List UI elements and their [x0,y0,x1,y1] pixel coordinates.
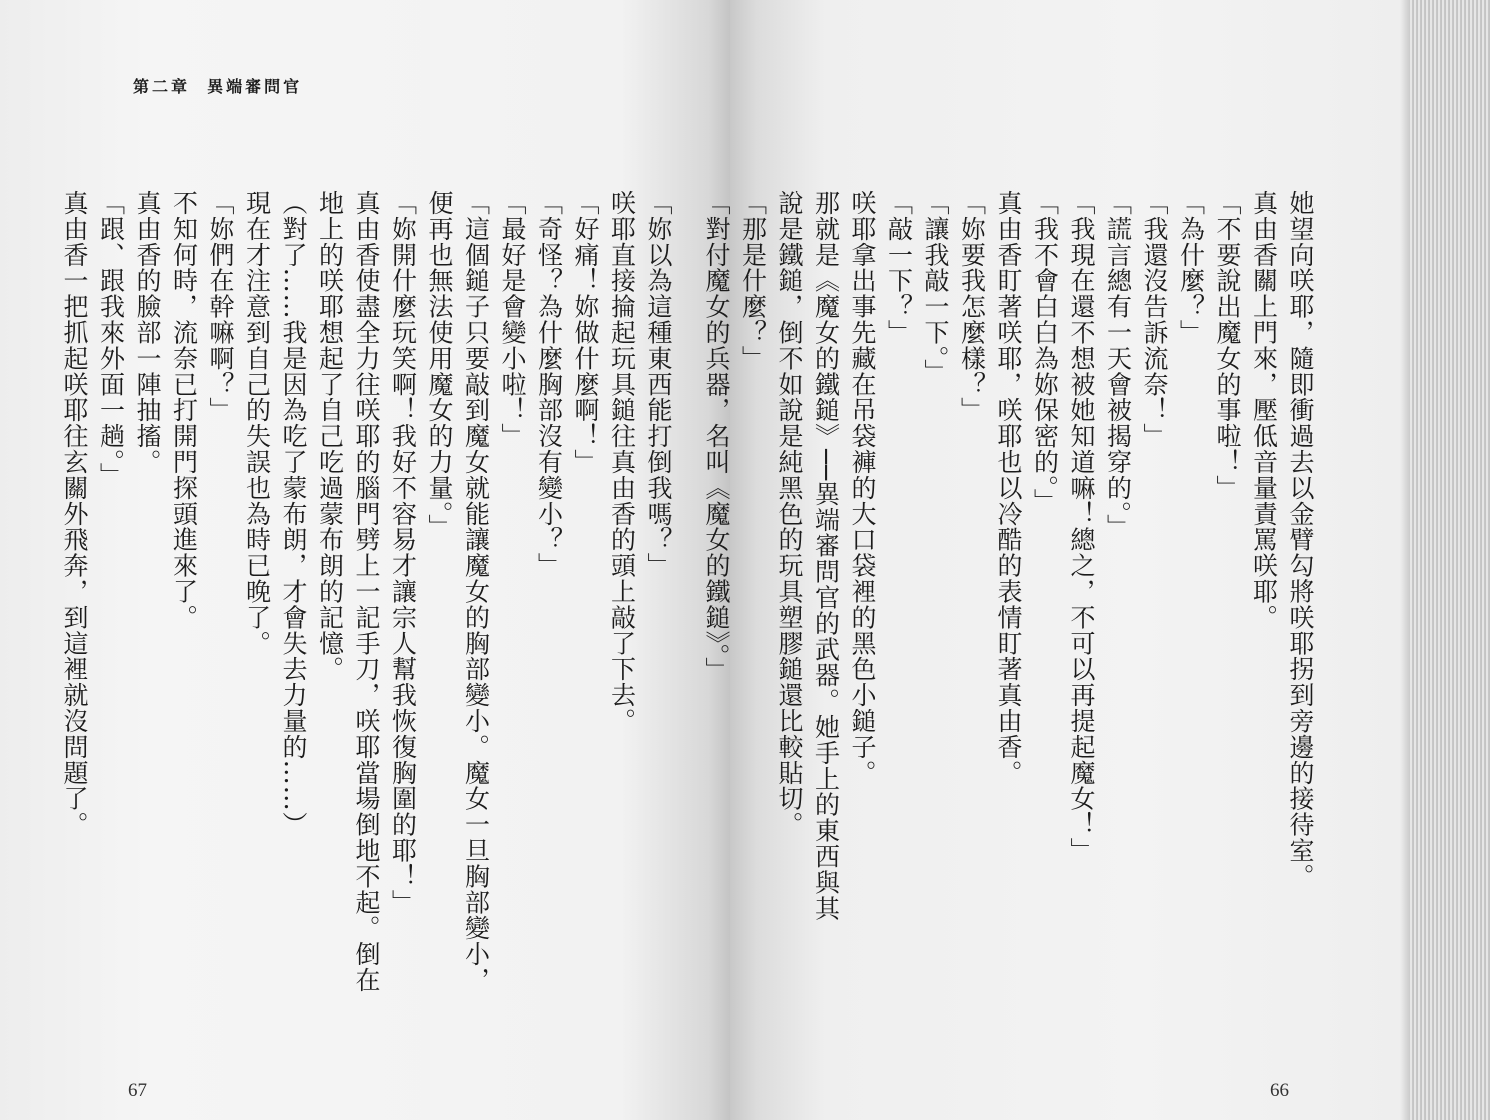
paragraph: 「為什麼？」 [1176,190,1206,346]
page-number-right: 66 [1270,1080,1289,1101]
paragraph: 「我不會白白為妳保密的。」 [1030,190,1060,515]
paragraph: 咲耶拿出事先藏在吊袋褲的大口袋裡的黑色小鎚子。 [848,190,877,786]
paragraph: 真由香關上門來，壓低音量責罵咲耶。 [1249,190,1279,631]
paragraph: 「謊言總有一天會被揭穿的。」 [1103,190,1133,541]
page-number-left: 67 [128,1080,147,1101]
paragraph: 真由香使盡全力往咲耶的腦門劈上一記手刀，咲耶當場倒地不起。倒在地上的咲耶想起了自己吃過蒙布朗的記憶。 [315,190,381,993]
paragraph: 「對付魔女的兵器，名叫《魔女的鐵鎚》。」 [702,190,731,683]
paragraph: 「敲一下？」 [884,190,914,346]
right-page-text [702,190,1318,940]
page-edges [1410,0,1490,1120]
paragraph: 「讓我敲一下。」 [921,190,950,385]
paragraph: 「妳開什麼玩笑啊！我好不容易才讓宗人幫我恢復胸圍的耶！」 [388,190,418,916]
paragraph: 「好痛！妳做什麼啊！」 [571,190,600,475]
paragraph: 「我還沒告訴流奈！」 [1140,190,1169,449]
paragraph: 「妳以為這種東西能打倒我嗎？」 [644,190,673,579]
paragraph: 她望向咲耶，隨即衝過去以金臂勾將咲耶拐到旁邊的接待室。 [1286,190,1315,890]
paragraph: 「我現在還不想被她知道嘛！總之，不可以再提起魔女！」 [1067,190,1096,864]
paragraph: 真由香的臉部一陣抽搐。 [133,190,162,475]
paragraph: 「奇怪？為什麼胸部沒有變小？」 [534,190,564,579]
running-header: 第二章 異端審問官 [133,77,303,96]
paragraph: 「妳們在幹嘛啊？」 [206,190,235,424]
paragraph: 「最好是會變小啦！」 [498,190,527,449]
paragraph: 「不要說出魔女的事啦！」 [1213,190,1242,501]
left-page [0,0,730,1120]
paragraph: 咲耶直接掄起玩具鎚往真由香的頭上敲了下去。 [607,190,637,734]
paragraph: 「這個鎚子只要敲到魔女就能讓魔女的胸部變小。魔女一旦胸部變小，便再也無法使用魔女的力量。」 [425,190,491,993]
paragraph: 現在才注意到自己的失誤也為時已晚了。 [242,190,272,657]
paragraph: 「跟、跟我來外面一趟。」 [96,190,126,489]
paragraph: 「那是什麼？」 [738,190,768,372]
left-page-text [60,190,676,1010]
paragraph: 真由香盯著咲耶，咲耶也以冷酷的表情盯著真由香。 [994,190,1023,786]
paragraph: 不知何時，流奈已打開門探頭進來了。 [169,190,199,631]
paragraph: （對了……我是因為吃了蒙布朗，才會失去力量的……） [279,190,308,838]
paragraph: 那就是《魔女的鐵鎚》──異端審問官的武器。她手上的東西與其說是鐵鎚，倒不如說是純黑色的玩具塑膠鎚還比較貼切。 [775,190,841,922]
paragraph: 「妳要我怎麼樣？」 [957,190,987,424]
paragraph: 真由香一把抓起咲耶往玄關外飛奔，到這裡就沒問題了。 [60,190,89,838]
